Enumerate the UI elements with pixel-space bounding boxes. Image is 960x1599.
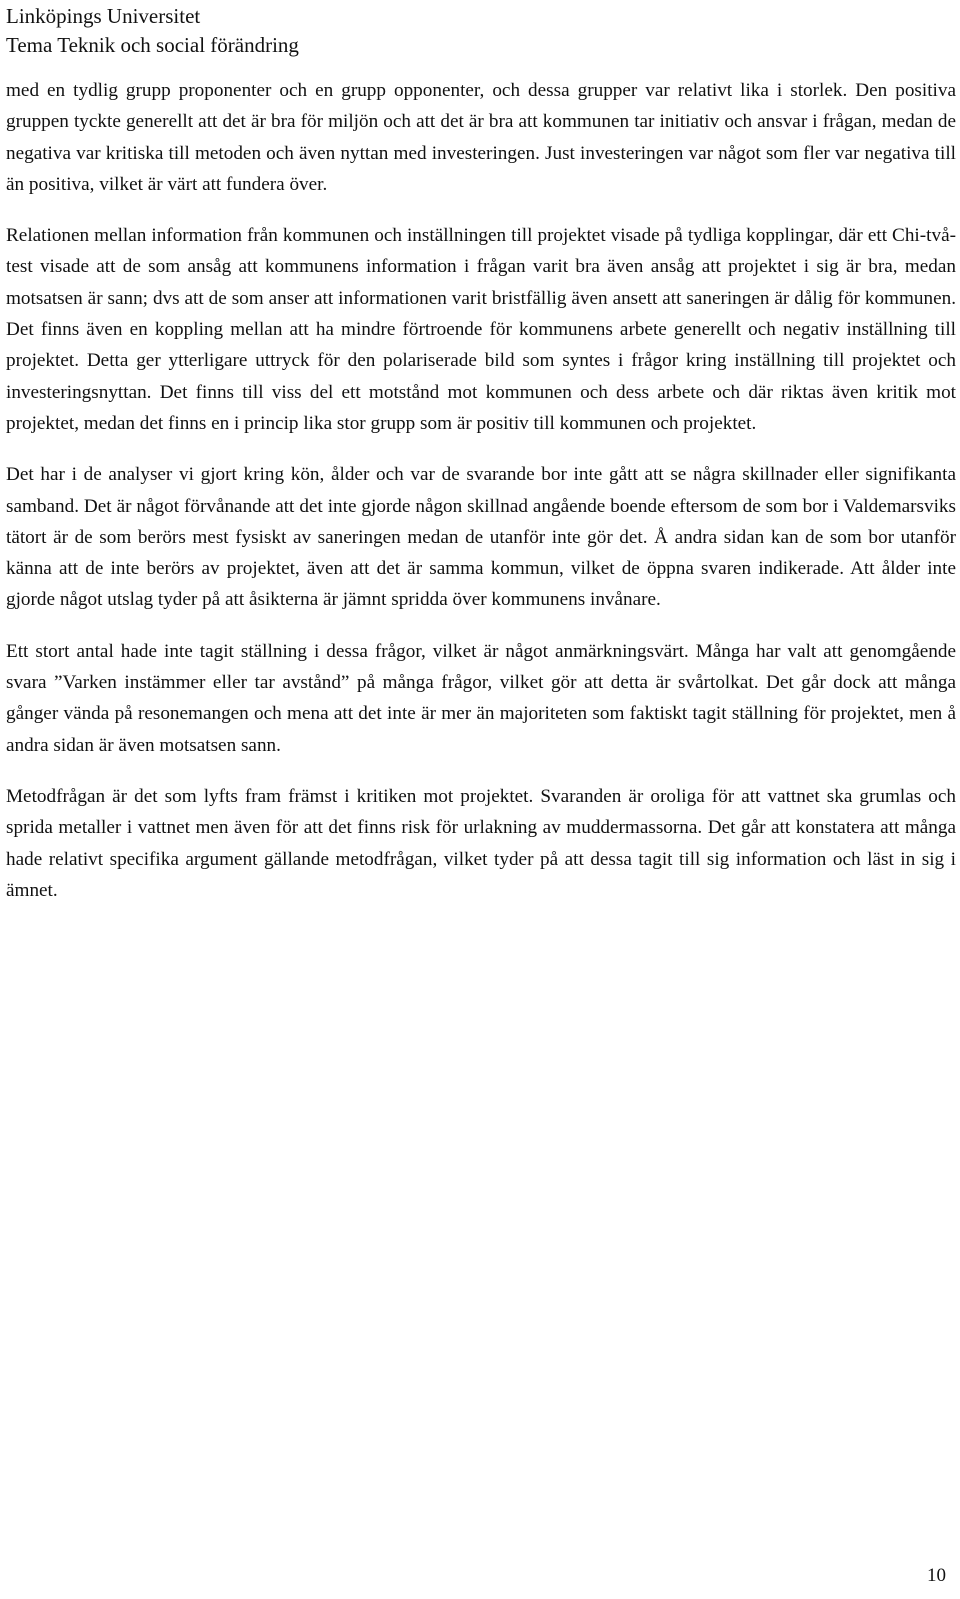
body-text [6, 75, 956, 926]
page-header [6, 2, 299, 60]
paragraph-2: Relationen mellan information från kommunen och inställningen till projektet visade på tydliga kopplingar, där ett Chi-två-test visade att de som ansåg att kommunens information i frågan varit bra även ansåg att projektet i sig är bra, medan motsatsen är sann; dvs att de som anser att informationen varit bristfällig även ansett att saneringen är dålig för kommunen. Det finns även en koppling mellan att ha mindre förtroende för kommunens arbete generellt och negativ inställning till projektet. Detta ger ytterligare uttryck för den polariserade bild som syntes i frågor kring inställning till projektet och investeringsnyttan. Det finns till viss del ett motstånd mot kommunen och dess arbete och där riktas även kritik mot projektet, medan det finns en i princip lika stor grupp som är positiv till kommunen och projektet. [6, 225, 956, 434]
paragraph-5: Metodfrågan är det som lyfts fram främst i kritiken mot projektet. Svaranden är oroliga för att vattnet ska grumlas och sprida metaller i vattnet men även för att det finns risk för urlakning av muddermassorna. Det går att konstatera att många hade relativt specifika argument gällande metodfrågan, vilket tyder på att dessa tagit till sig information och läst in sig i ämnet. [6, 785, 956, 901]
paragraph-1: med en tydlig grupp proponenter och en grupp opponenter, och dessa grupper var relativt lika i storlek. Den positiva gruppen tyckte generellt att det är bra för miljön och att det är bra att kommunen tar initiativ och ansvar i frågan, medan de negativa var kritiska till metoden och även nyttan med investeringen. Just investeringen var något som fler var negativa till än positiva, vilket är värt att fundera över. [6, 80, 956, 195]
paragraph-4: Ett stort antal hade inte tagit ställning i dessa frågor, vilket är något anmärkningsvärt. Många har valt att genomgående svara ”Varken instämmer eller tar avstånd” på många frågor, vilket gör att detta är svårtolkat. Det går dock att många gånger vända på resonemangen och mena att det inte är mer än majoriteten som faktiskt tagit ställning för projektet, men å andra sidan är även motsatsen sann. [6, 640, 956, 756]
paragraph-3: Det har i de analyser vi gjort kring kön, ålder och var de svarande bor inte gått att se några skillnader eller signifikanta samband. Det är något förvånande att det inte gjorde någon skillnad angående boende eftersom de som bor i Valdemarsviks tätort är de som berörs mest fysiskt av saneringen medan de utanför inte gör det. Å andra sidan kan de som bor utanför känna att de inte berörs av projektet, även att det är samma kommun, vilket de öppna svaren indikerade. Att ålder inte gjorde något utslag tyder på att åsikterna är jämnt spridda över kommunens invånare. [6, 464, 956, 611]
page-number: 10 [927, 1565, 946, 1586]
department-name: Tema Teknik och social förändring [6, 33, 299, 57]
university-name: Linköpings Universitet [6, 4, 201, 28]
